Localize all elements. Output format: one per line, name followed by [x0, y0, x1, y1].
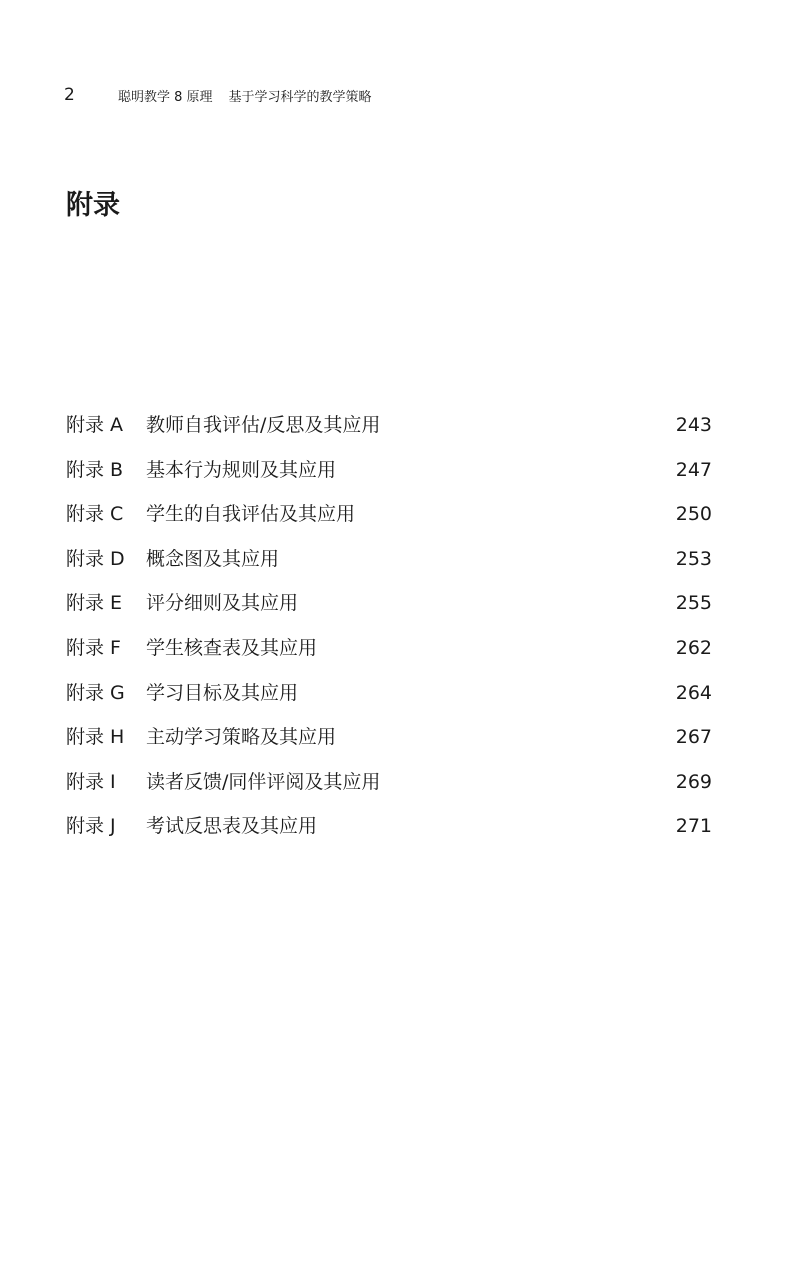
toc-entry-label: 附录 B [66, 458, 124, 481]
toc-entry-page: 243 [675, 414, 712, 436]
toc-entry-page: 271 [675, 815, 712, 838]
toc-entry-title: 学生的自我评估及其应用 [146, 503, 356, 526]
toc-entry-page: 269 [675, 770, 712, 793]
book-title: 聪明教学 8 原理 [118, 89, 213, 105]
toc-entry-label: 附录 F [66, 636, 121, 659]
toc-entry-title: 概念图及其应用 [146, 547, 280, 570]
toc-entry-title: 评分细则及其应用 [146, 592, 299, 615]
appendix-table-of-contents [66, 408, 712, 854]
toc-entry [66, 720, 712, 765]
toc-entry-page: 247 [675, 458, 712, 481]
toc-entry-label: 附录 I [66, 770, 116, 793]
toc-entry-page: 255 [675, 592, 712, 615]
toc-entry [66, 809, 712, 854]
toc-entry [66, 453, 712, 498]
toc-entry-title: 考试反思表及其应用 [146, 815, 318, 838]
toc-entry-title: 学生核查表及其应用 [146, 636, 318, 659]
toc-entry-title: 读者反馈/同伴评阅及其应用 [146, 770, 381, 793]
toc-entry-label: 附录 D [66, 547, 125, 570]
toc-entry-title: 基本行为规则及其应用 [146, 458, 337, 481]
page-number: 2 [64, 85, 75, 105]
toc-entry-title: 教师自我评估/反思及其应用 [146, 414, 381, 436]
toc-entry-label: 附录 J [66, 815, 116, 838]
toc-entry-page: 264 [675, 681, 712, 704]
toc-entry [66, 497, 712, 542]
toc-entry-page: 262 [675, 636, 712, 659]
toc-entry-page: 267 [675, 726, 712, 749]
toc-entry-page: 253 [675, 547, 712, 570]
toc-entry-title: 主动学习策略及其应用 [146, 726, 337, 749]
toc-entry [66, 408, 712, 453]
toc-entry-label: 附录 A [66, 414, 124, 436]
toc-entry [66, 676, 712, 721]
toc-entry-label: 附录 G [66, 681, 125, 704]
toc-entry [66, 765, 712, 810]
toc-entry-page: 250 [675, 503, 712, 526]
toc-entry [66, 542, 712, 587]
section-title: 附录 [66, 190, 120, 221]
toc-entry-label: 附录 C [66, 503, 124, 526]
toc-entry-label: 附录 E [66, 592, 123, 615]
toc-entry-title: 学习目标及其应用 [146, 681, 299, 704]
toc-entry [66, 631, 712, 676]
toc-entry [66, 586, 712, 631]
toc-entry-label: 附录 H [66, 726, 125, 749]
running-header [64, 84, 372, 106]
book-subtitle: 基于学习科学的教学策略 [228, 89, 372, 105]
